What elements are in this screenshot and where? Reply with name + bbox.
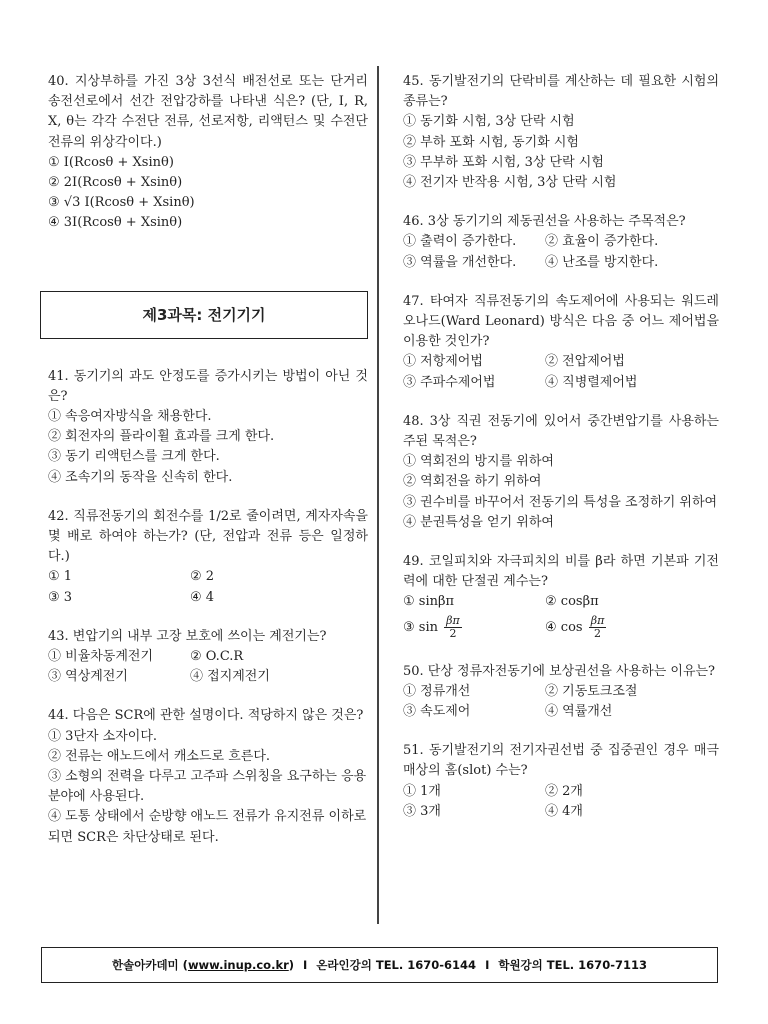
footer-offline-tel: 학원강의 TEL. 1670-7113: [498, 958, 647, 972]
question-45: [403, 72, 719, 193]
question-49-option-2: ② cosβπ: [545, 594, 599, 610]
question-50-option-1: ① 정류개선: [403, 683, 471, 699]
fraction-denominator: 2: [594, 626, 602, 640]
question-44-option-2: ② 전류는 애노드에서 캐소드로 흐른다.: [48, 748, 271, 764]
question-51-option-3: ③ 3개: [403, 803, 441, 819]
question-51-text: 51. 동기발전기의 전기자권선법 중 집중권인 경우 매극 매상의 홈(slot) 수는?: [403, 743, 719, 779]
footer-separator: I: [303, 958, 308, 972]
question-47-option-1: ① 저항제어법: [403, 354, 483, 370]
question-47-text: 47. 타여자 직류전동기의 속도제어에 사용되는 워드레오나드(Ward Leonard) 방식은 다음 중 어느 제어법을 이용한 것인가?: [403, 293, 719, 350]
question-50-option-2: ② 기동토크조절: [545, 683, 638, 699]
question-43-option-3: ③ 역상계전기: [48, 669, 128, 685]
question-49-option-3-label: ③ sin: [403, 619, 438, 635]
question-45-option-3: ③ 무부하 포화 시험, 3상 단락 시험: [403, 154, 604, 170]
fraction-beta-pi-over-2: [444, 615, 462, 640]
question-42-option-3: ③ 3: [48, 589, 73, 605]
question-49-option-4-label: ④ cos: [545, 619, 583, 635]
question-42-text: 42. 직류전동기의 회전수를 1/2로 줄이려면, 계자자속을 몇 배로 하여야 하는가? (단, 전압과 전류 등은 일정하다.): [48, 508, 368, 565]
question-42: [48, 507, 368, 608]
question-46-option-2: ② 효율이 증가한다.: [545, 234, 659, 250]
question-43: [48, 627, 368, 688]
section-title: 제3과목: 전기기기: [142, 305, 266, 324]
question-45-option-4: ④ 전기자 반작용 시험, 3상 단락 시험: [403, 175, 617, 191]
question-49-option-1: ① sinβπ: [403, 594, 455, 610]
question-51-option-4: ④ 4개: [545, 803, 583, 819]
question-45-option-1: ① 동기화 시험, 3상 단락 시험: [403, 114, 575, 130]
question-42-option-2: ② 2: [190, 569, 215, 585]
footer-separator: I: [485, 958, 490, 972]
column-divider: [377, 66, 379, 924]
question-40-option-2: ② 2I(Rcosθ + Xsinθ): [48, 175, 183, 191]
question-44-option-4: ④ 도통 상태에서 순방향 애노드 전류가 유지전류 이하로 되면 SCR은 차단상태로 된다.: [48, 809, 367, 845]
question-41-option-2: ② 회전자의 플라이휠 효과를 크게 한다.: [48, 429, 275, 445]
question-48-text: 48. 3상 직권 전동기에 있어서 중간변압기를 사용하는 주된 목적은?: [403, 413, 719, 450]
question-40: [48, 72, 368, 234]
question-50-option-3: ③ 속도제어: [403, 704, 471, 720]
question-48-option-2: ② 역회전을 하기 위하여: [403, 474, 542, 490]
question-40-text: 40. 지상부하를 가진 3상 3선식 배전선로 또는 단거리 송전선로에서 선간 전압강하를 나타낸 식은? (단, I, R, X, θ는 각각 수전단 전류, 선로저항, 리액턴스 및 수전단 전류의 위상각이다.): [48, 74, 368, 150]
fraction-numerator: βπ: [590, 613, 605, 627]
question-47: [403, 292, 719, 393]
question-42-option-1: ① 1: [48, 569, 73, 585]
question-46-option-4: ④ 난조를 방지한다.: [545, 254, 659, 270]
question-51: [403, 741, 719, 822]
question-43-option-1: ① 비율차동계전기: [48, 649, 154, 665]
question-46-text: 46. 3상 동기기의 제동권선을 사용하는 주목적은?: [403, 214, 686, 230]
question-49-option-3: [403, 613, 545, 643]
question-43-text: 43. 변압기의 내부 고장 보호에 쓰이는 계전기는?: [48, 628, 327, 644]
question-47-option-4: ④ 직병렬제어법: [545, 374, 638, 390]
right-column: [403, 72, 719, 841]
left-column: [48, 72, 368, 867]
question-44-option-1: ① 3단자 소자이다.: [48, 728, 158, 744]
question-48: [403, 412, 719, 533]
question-45-text: 45. 동기발전기의 단락비를 계산하는 데 필요한 시험의 종류는?: [403, 74, 719, 110]
fraction-denominator: 2: [449, 626, 457, 640]
question-40-option-1: ① I(Rcosθ + Xsinθ): [48, 154, 174, 170]
question-42-option-4: ④ 4: [190, 589, 215, 605]
question-48-option-3: ③ 권수비를 바꾸어서 전동기의 특성을 조정하기 위하여: [403, 494, 718, 510]
question-47-option-3: ③ 주파수제어법: [403, 374, 496, 390]
question-51-option-1: ① 1개: [403, 783, 441, 799]
question-45-option-2: ② 부하 포화 시험, 동기화 시험: [403, 134, 579, 150]
question-49: [403, 552, 719, 643]
question-41: [48, 367, 368, 488]
question-49-option-4: [545, 613, 606, 643]
question-49-text: 49. 코일피치와 자극피치의 비를 β라 하면 기본파 기전력에 대한 단절권 계수는?: [403, 554, 719, 590]
footer-online-tel: 온라인강의 TEL. 1670-6144: [316, 958, 477, 972]
question-46: [403, 212, 719, 273]
question-43-option-4: ④ 접지계전기: [190, 669, 270, 685]
section-title-box: [40, 291, 368, 339]
question-40-option-3: ③ √3 I(Rcosθ + Xsinθ): [48, 195, 195, 211]
question-47-option-2: ② 전압제어법: [545, 354, 625, 370]
question-48-option-1: ① 역회전의 방지를 위하여: [403, 454, 554, 470]
question-48-option-4: ④ 분권특성을 얻기 위하여: [403, 514, 554, 530]
question-41-option-1: ① 속응여자방식을 채용한다.: [48, 409, 212, 425]
question-44: [48, 706, 368, 847]
question-41-option-3: ③ 동기 리액턴스를 크게 한다.: [48, 449, 220, 465]
question-40-option-4: ④ 3I(Rcosθ + Xsinθ): [48, 215, 183, 231]
footer-academy: 한솔아카데미: [112, 958, 179, 972]
fraction-numerator: βπ: [446, 613, 460, 627]
footer-url-link[interactable]: www.inup.co.kr: [187, 958, 289, 972]
fraction-beta-pi-over-2: [589, 615, 607, 640]
question-51-option-2: ② 2개: [545, 783, 583, 799]
question-50-option-4: ④ 역률개선: [545, 704, 613, 720]
question-41-text: 41. 동기기의 과도 안정도를 증가시키는 방법이 아닌 것은?: [48, 368, 368, 404]
question-46-option-1: ① 출력이 증가한다.: [403, 234, 517, 250]
question-44-option-3: ③ 소형의 전력을 다루고 고주파 스위칭을 요구하는 응용분야에 사용된다.: [48, 769, 367, 805]
question-41-option-4: ④ 조속기의 동작을 신속히 한다.: [48, 469, 233, 485]
question-50-text: 50. 단상 정류자전동기에 보상권선을 사용하는 이유는?: [403, 663, 716, 679]
question-46-option-3: ③ 역률을 개선한다.: [403, 254, 517, 270]
question-44-text: 44. 다음은 SCR에 관한 설명이다. 적당하지 않은 것은?: [48, 708, 364, 724]
question-43-option-2: ② O.C.R: [190, 649, 244, 665]
question-50: [403, 662, 719, 723]
footer-box: 한솔아카데미 ( www.inup.co.kr ) I 온라인강의 TEL. 1670-6144 I 학원강의 TEL. 1670-7113: [41, 947, 718, 983]
